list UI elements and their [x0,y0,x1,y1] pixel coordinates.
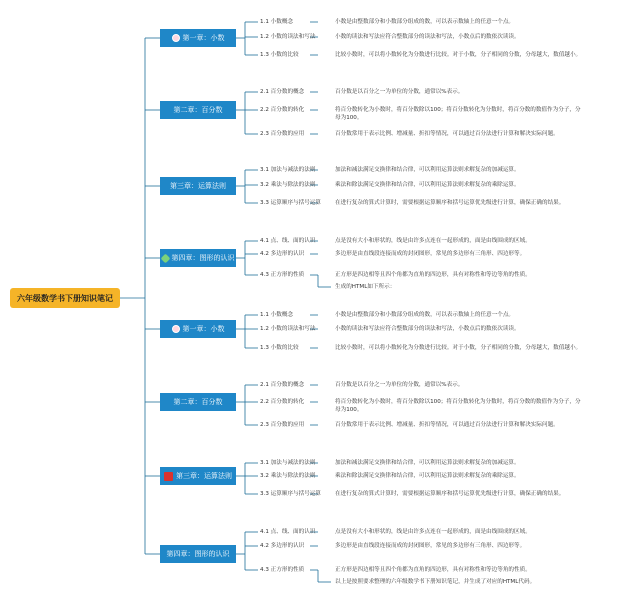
search-icon [172,34,180,42]
detail-text: 点是没有大小和形状的，线是由许多点连在一起形成的，面是由线围成的区域。 [335,238,531,244]
topic-label[interactable]: 4.1 点、线、面的认识 [260,529,316,535]
detail-text: 小数是由整数部分和小数部分组成的数，可以表示数轴上的任意一个点。 [335,312,515,318]
detail-text: 比较小数时，可以将小数转化为分数进行比较。对于小数，分子相同的分数，分母越大，数值越小。 [335,52,582,58]
topic-label[interactable]: 3.1 加法与减法的法则 [260,460,316,466]
detail-text: 百分数常用于表示比例、增减量、折扣等情况，可以通过百分法进行计算和解决实际问题。 [335,131,559,137]
chapter-node[interactable] [160,393,236,411]
detail-text: 加法和减法满足交换律和结合律，可以利用运算法则求解复杂的加减运算。 [335,460,520,466]
topic-label[interactable]: 2.2 百分数的转化 [260,399,305,405]
topic-label[interactable]: 2.1 百分数的概念 [260,382,305,388]
chapter-node[interactable] [160,545,236,563]
detail-text: 小数是由整数部分和小数部分组成的数，可以表示数轴上的任意一个点。 [335,19,515,25]
detail-text: 百分数是以百分之一为单位的分数，通常以%表示。 [335,382,464,388]
detail-text: 生成的HTML如下所示： [335,284,396,290]
topic-label[interactable]: 3.2 乘法与除法的法则 [260,182,316,188]
topic-label[interactable]: 4.1 点、线、面的认识 [260,238,316,244]
chapter-label: 第二章：百分数 [173,106,223,114]
topic-label[interactable]: 3.1 加法与减法的法则 [260,167,316,173]
topic-label[interactable]: 1.2 小数的读法和写法 [260,326,316,332]
topic-label[interactable]: 3.2 乘法与除法的法则 [260,473,316,479]
chapter-label: 第一章：小数 [182,325,225,333]
topic-label[interactable]: 1.1 小数概念 [260,312,294,318]
detail-text: 点是没有大小和形状的，线是由许多点连在一起形成的，面是由线围成的区域。 [335,529,531,535]
diamond-icon [160,253,170,263]
topic-label[interactable]: 3.3 运算顺序与括号运算 [260,491,322,497]
detail-text: 乘法和除法满足交换律和结合律，可以利用运算法则求解复杂的乘除运算。 [335,182,520,188]
detail-text: 多边形是由直线段连接而成的封闭图形，常见的多边形有三角形、四边形等。 [335,251,526,257]
chapter-node[interactable] [160,177,236,195]
detail-text: 多边形是由直线段连接而成的封闭图形，常见的多边形有三角形、四边形等。 [335,543,526,549]
chapter-label: 第四章：图形的认识 [171,254,235,262]
topic-label[interactable]: 4.3 正方形的性质 [260,272,305,278]
topic-label[interactable]: 1.2 小数的读法和写法 [260,34,316,40]
topic-label[interactable]: 2.2 百分数的转化 [260,107,305,113]
chapter-label: 第三章：运算法则 [176,472,232,480]
topic-label[interactable]: 4.3 正方形的性质 [260,567,305,573]
chapter-label: 第四章：图形的认识 [166,550,230,558]
topic-label[interactable]: 2.1 百分数的概念 [260,89,305,95]
topic-label[interactable]: 1.3 小数的比较 [260,52,299,58]
detail-text: 比较小数时，可以将小数转化为分数进行比较。对于小数，分子相同的分数，分母越大，数值越小。 [335,345,582,351]
detail-text: 将百分数转化为小数时，将百分数除以100；将百分数转化为分数时，将百分数的数值作为分子，分母为100。 [335,107,581,121]
root-node[interactable]: 六年级数学书下册知识笔记 [10,288,120,308]
topic-label[interactable]: 4.2 多边形的认识 [260,251,305,257]
topic-label[interactable]: 1.1 小数概念 [260,19,294,25]
chapter-label: 第二章：百分数 [173,398,223,406]
detail-text: 乘法和除法满足交换律和结合律，可以利用运算法则求解复杂的乘除运算。 [335,473,520,479]
topic-label[interactable]: 1.3 小数的比较 [260,345,299,351]
detail-text: 加法和减法满足交换律和结合律，可以利用运算法则求解复杂的加减运算。 [335,167,520,173]
chapter-node[interactable] [160,29,236,47]
chapter-node[interactable] [160,320,236,338]
detail-text: 正方形是四边相等且四个角都为直角的四边形，具有对称性和等边等角的性质。 [335,567,531,573]
chapter-label: 第三章：运算法则 [170,182,226,190]
topic-label[interactable]: 4.2 多边形的认识 [260,543,305,549]
detail-text: 小数的读法和写法应符合整数部分的读法和写法，小数点后的数依次读读。 [335,326,520,332]
detail-text: 正方形是四边相等且四个角都为直角的四边形，具有对称性和等边等角的性质。 [335,272,531,278]
chapter-node[interactable] [160,467,236,485]
detail-text: 百分数常用于表示比例、增减量、折扣等情况，可以通过百分法进行计算和解决实际问题。 [335,422,559,428]
detail-text: 小数的读法和写法应符合整数部分的读法和写法，小数点后的数依次读读。 [335,34,520,40]
detail-text: 以上是按照要求整理的六年级数学书下册知识笔记，并生成了对应的HTML代码。 [335,579,536,585]
square-icon [164,472,173,481]
chapter-node[interactable] [160,101,236,119]
topic-label[interactable]: 2.3 百分数的应用 [260,422,305,428]
detail-text: 百分数是以百分之一为单位的分数，通常以%表示。 [335,89,464,95]
topic-label[interactable]: 2.3 百分数的应用 [260,131,305,137]
chapter-node[interactable] [160,249,236,267]
detail-text: 在进行复杂的算式计算时，需要根据运算顺序和括号运算优先级进行计算，确保正确的结果。 [335,200,565,206]
detail-text: 将百分数转化为小数时，将百分数除以100；将百分数转化为分数时，将百分数的数值作为分子，分母为100。 [335,399,581,413]
search-icon [172,325,180,333]
chapter-label: 第一章：小数 [182,34,225,42]
detail-text: 在进行复杂的算式计算时，需要根据运算顺序和括号运算优先级进行计算，确保正确的结果。 [335,491,565,497]
topic-label[interactable]: 3.3 运算顺序与括号运算 [260,200,322,206]
